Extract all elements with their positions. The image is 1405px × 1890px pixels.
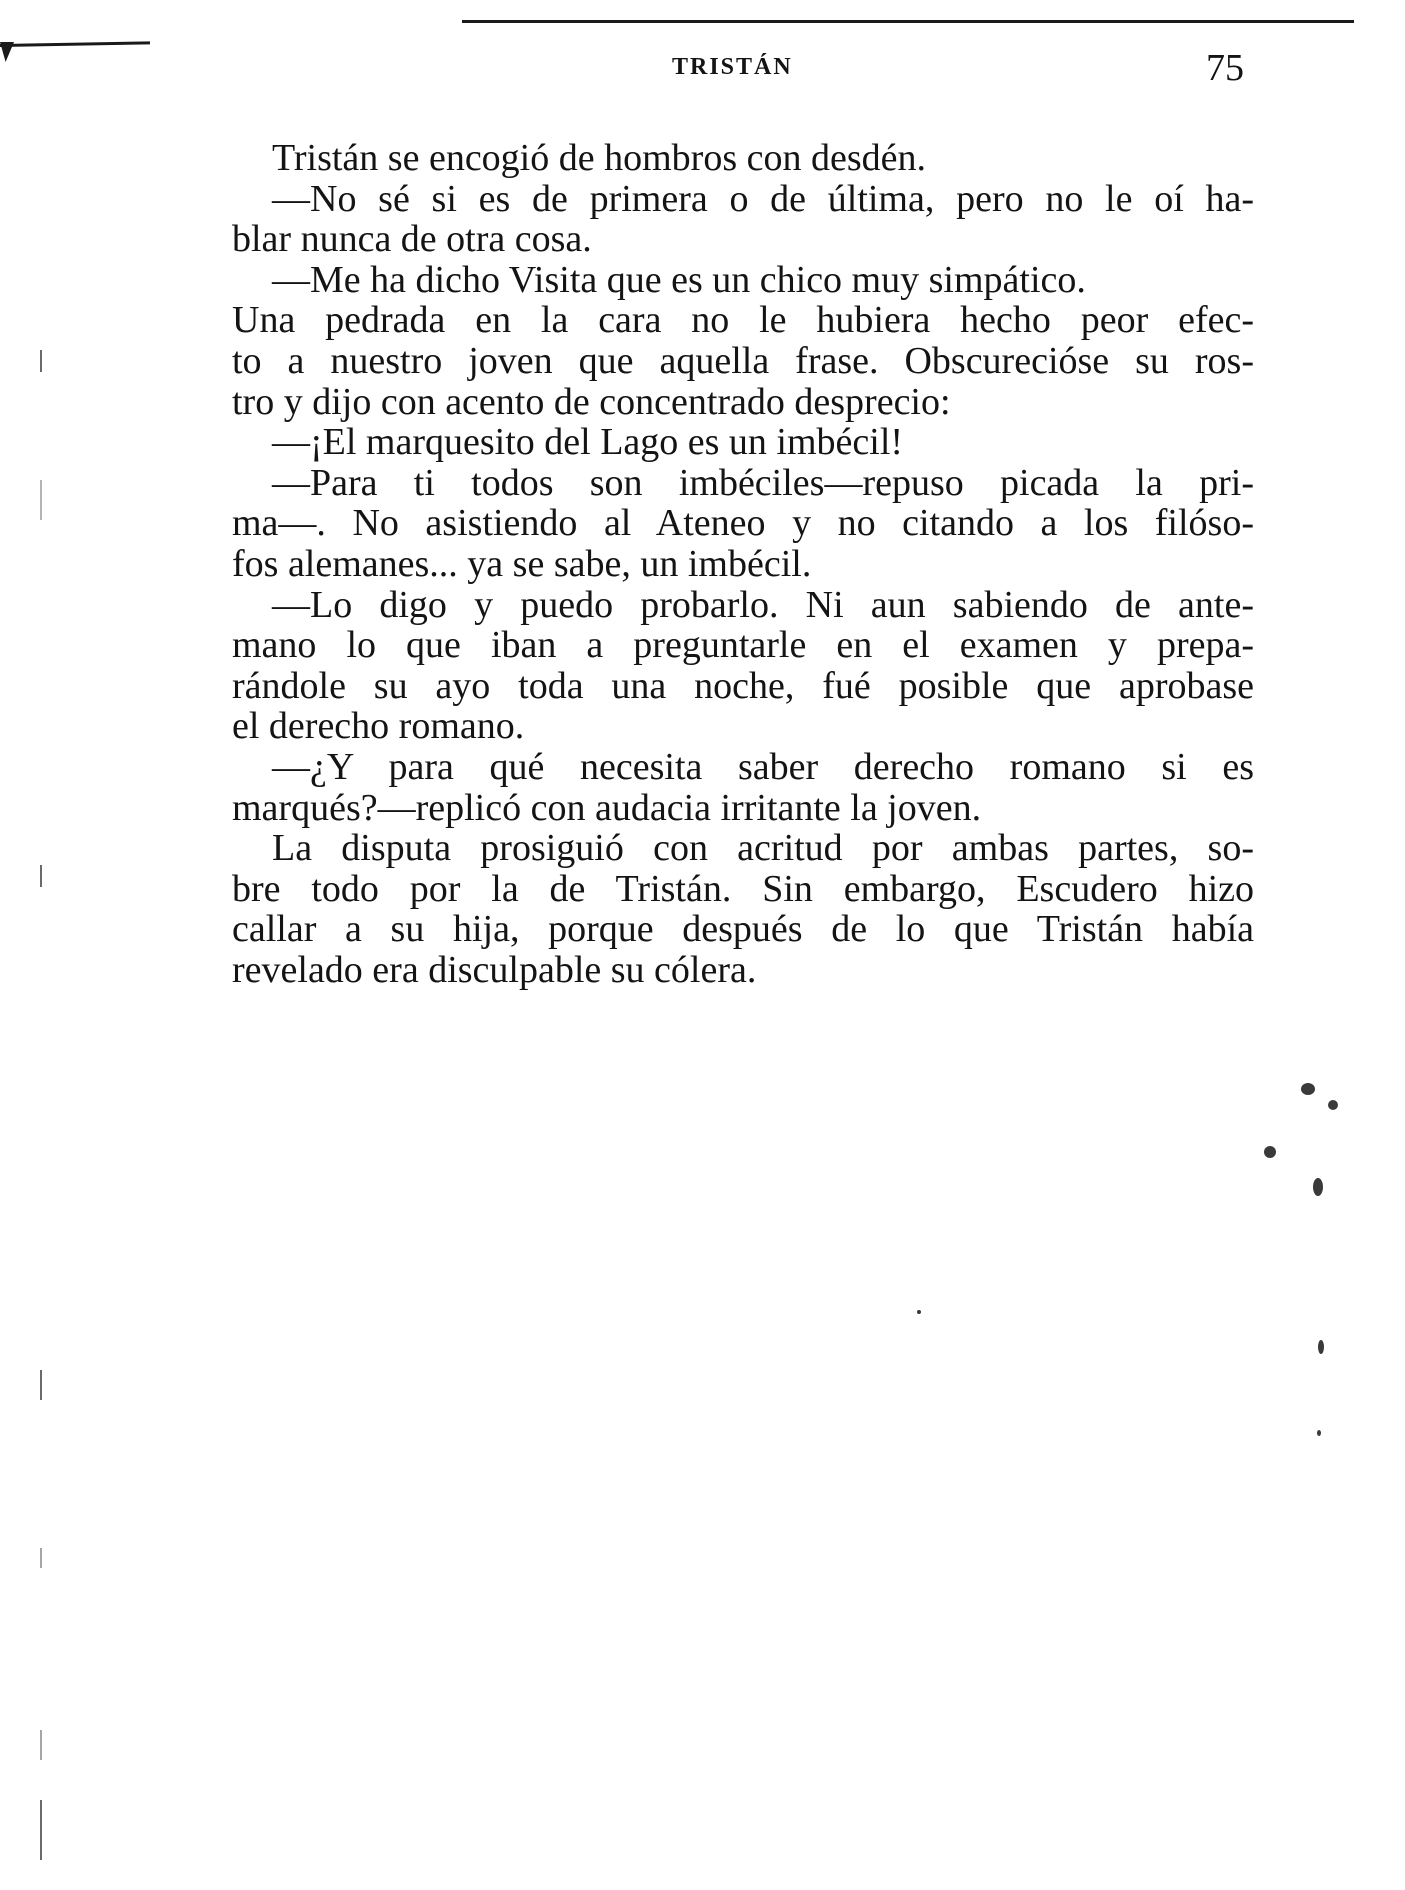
- scan-speck: [1317, 1430, 1321, 1436]
- page-edge-mark: [40, 1730, 42, 1760]
- scan-speck: [1328, 1100, 1338, 1110]
- text-line: el derecho romano.: [232, 705, 525, 748]
- text-line: revelado era disculpable su cólera.: [232, 948, 757, 991]
- page-edge-mark: [40, 1370, 42, 1400]
- scan-speck: [1264, 1146, 1276, 1158]
- text-line: —¡El marquesito del Lago es un imbécil!: [272, 421, 904, 464]
- text-line: Tristán se encogió de hombros con desdén.: [272, 137, 926, 179]
- scan-speck: [1313, 1178, 1323, 1196]
- text-line: —No sé si es de primera o de última, pero no le oí ha-: [272, 177, 1254, 220]
- text-line: rándole su ayo toda una noche, fué posible que aprobase: [232, 664, 1254, 707]
- scan-speck: [917, 1310, 921, 1314]
- text-line: —Para ti todos son imbéciles—repuso picada la pri-: [272, 461, 1254, 504]
- text-line: —Lo digo y puedo probarlo. Ni aun sabiendo de ante-: [272, 583, 1254, 626]
- text-line: tro y dijo con acento de concentrado desprecio:: [232, 380, 951, 423]
- text-line: La disputa prosiguió con acritud por ambas partes, so-: [272, 827, 1254, 870]
- text-line: Una pedrada en la cara no le hubiera hecho peor efec-: [232, 299, 1254, 342]
- body-text: [232, 138, 1254, 990]
- running-title: TRISTÁN: [672, 54, 793, 80]
- scan-speck: [1318, 1340, 1324, 1354]
- text-line: callar a su hija, porque después de lo que Tristán había: [232, 908, 1254, 951]
- text-line: fos alemanes... ya se sabe, un imbécil.: [232, 542, 812, 585]
- text-line: blar nunca de otra cosa.: [232, 218, 592, 261]
- page-number: 75: [1206, 47, 1244, 89]
- page-edge-mark: [40, 480, 42, 520]
- header-rule: [462, 20, 1354, 23]
- text-line: marqués?—replicó con audacia irritante la joven.: [232, 786, 982, 829]
- text-line: —¿Y para qué necesita saber derecho romano si es: [272, 745, 1254, 788]
- page-edge-mark: [40, 865, 42, 887]
- page-edge-mark: [40, 1548, 42, 1568]
- text-line: bre todo por la de Tristán. Sin embargo, Escudero hizo: [232, 867, 1254, 910]
- text-line: mano lo que iban a preguntarle en el examen y prepa-: [232, 624, 1254, 667]
- page-edge-mark: [40, 350, 42, 372]
- text-line: to a nuestro joven que aquella frase. Obscurecióse su ros-: [232, 339, 1254, 382]
- text-line: ma—. No asistiendo al Ateneo y no citando a los filóso-: [232, 502, 1254, 545]
- scan-speck: [1301, 1083, 1315, 1095]
- page-edge-mark: [40, 1800, 42, 1860]
- text-line: —Me ha dicho Visita que es un chico muy simpático.: [272, 258, 1086, 301]
- running-head: [0, 46, 1405, 89]
